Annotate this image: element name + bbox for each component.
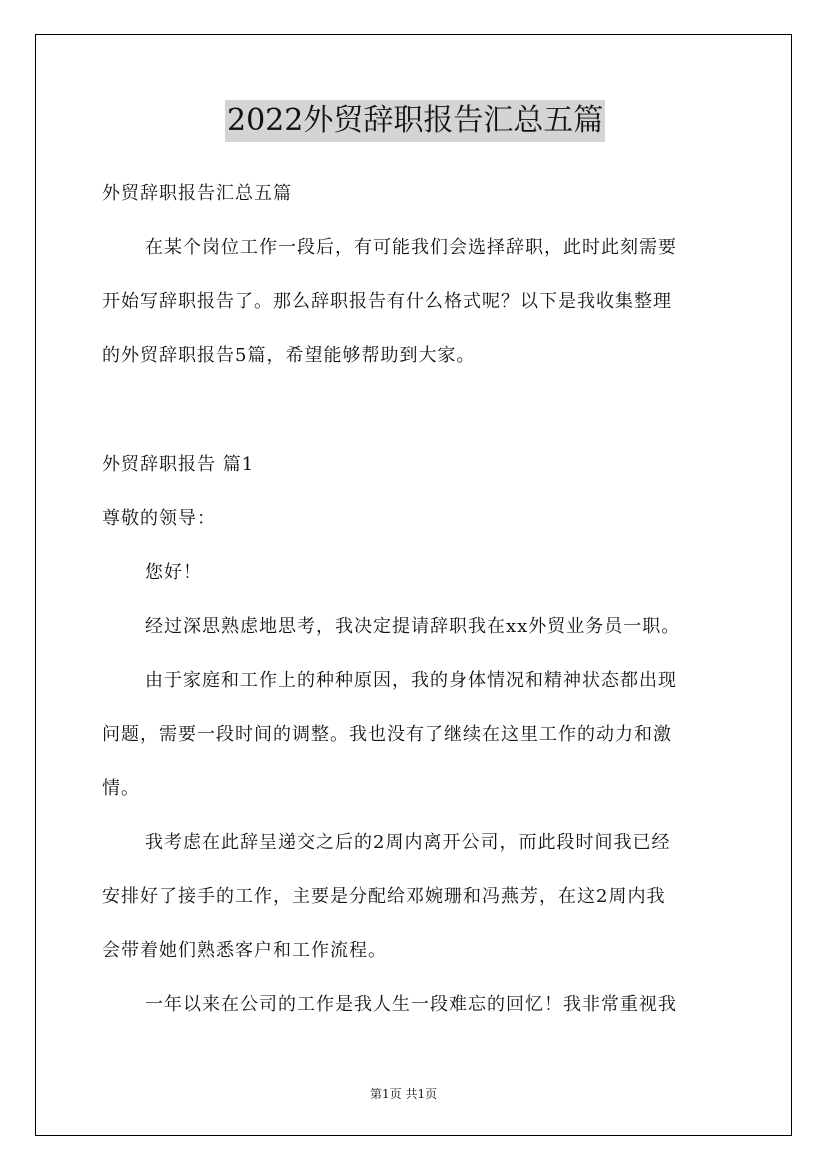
body-line-5: 我考虑在此辞呈递交之后的2周内离开公司，而此段时间我已经 (145, 832, 671, 853)
section-heading: 外贸辞职报告 篇1 (102, 454, 255, 475)
intro-line-2: 开始写辞职报告了。那么辞职报告有什么格式呢？以下是我收集整理 (102, 291, 672, 312)
salutation: 尊敬的领导： (102, 508, 216, 529)
body-line-4: 情。 (102, 778, 140, 799)
intro-line-1: 在某个岗位工作一段后，有可能我们会选择辞职，此时此刻需要 (145, 237, 677, 258)
document-subtitle: 外贸辞职报告汇总五篇 (102, 183, 292, 204)
body-line-6: 安排好了接手的工作，主要是分配给邓婉珊和冯燕芳，在这2周内我 (102, 886, 666, 907)
body-line-7: 会带着她们熟悉客户和工作流程。 (102, 940, 387, 961)
body-line-3: 问题，需要一段时间的调整。我也没有了继续在这里工作的动力和激 (102, 724, 672, 745)
intro-line-3: 的外贸辞职报告5篇，希望能够帮助到大家。 (102, 345, 476, 366)
page-footer: 第1页 共1页 (370, 1087, 438, 1101)
body-line-2: 由于家庭和工作上的种种原因，我的身体情况和精神状态都出现 (145, 670, 677, 691)
body-line-8: 一年以来在公司的工作是我人生一段难忘的回忆！我非常重视我 (145, 994, 677, 1015)
body-line-1: 经过深思熟虑地思考，我决定提请辞职我在xx外贸业务员一职。 (145, 616, 681, 637)
greeting: 您好！ (145, 562, 202, 583)
document-title: 2022外贸辞职报告汇总五篇 (225, 100, 605, 142)
